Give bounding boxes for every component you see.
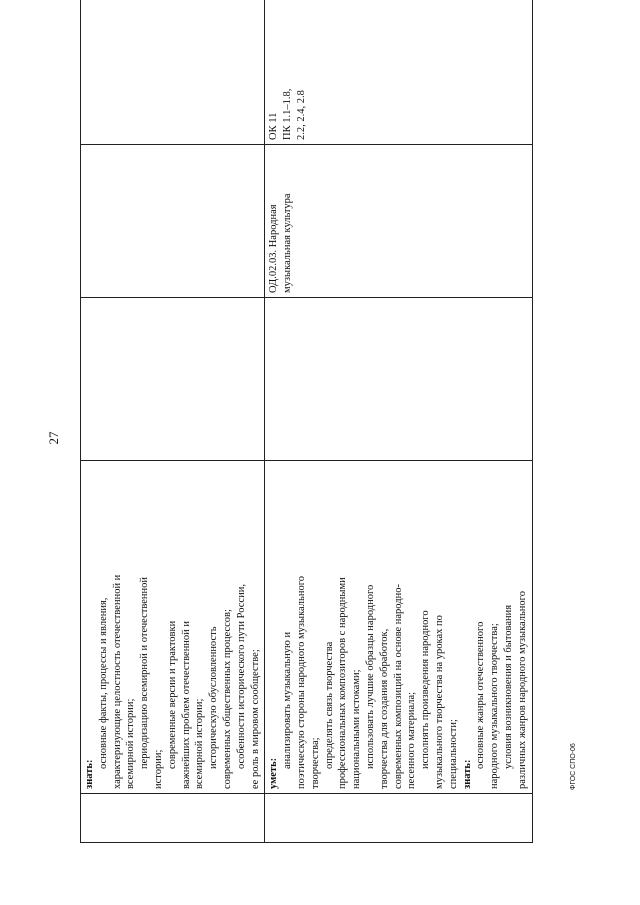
discipline-line: музыкальная культура (282, 193, 294, 293)
discipline-line: ОД.02.03. Народная (268, 204, 280, 293)
text-line: определять связь творчества (323, 641, 335, 769)
text-line: всемирной истории; (194, 698, 206, 789)
text-line: условия возникновения и бытования (502, 604, 514, 769)
section-keyword: знать: (461, 759, 473, 789)
text-line: историческую обусловленность (208, 626, 220, 769)
text-line: характеризующие целостность отечественной и (111, 574, 123, 789)
table-cell-index (265, 794, 532, 843)
footer-code: ФГОС СПО-06 (570, 743, 577, 790)
text-line: всемирной истории; (125, 698, 137, 789)
table-cell-discipline (265, 145, 532, 298)
competency-line: 2.2, 2.4, 2.8 (295, 90, 307, 140)
table-row (265, 0, 532, 843)
page-number: 27 (46, 431, 61, 445)
text-line: песенного материала; (406, 691, 418, 789)
table-cell-empty (265, 298, 532, 461)
text-line: современных композиций на основе народно- (392, 584, 404, 789)
text-line: исполнять произведения народного (420, 610, 432, 769)
table-cell-requirements (265, 461, 532, 794)
table-cell-empty (81, 145, 265, 298)
text-line: народного музыкального творчества; (489, 623, 501, 789)
text-line: ее роль в мировом сообществе; (249, 649, 261, 789)
competency-table (80, 0, 533, 843)
table-cell-competencies (265, 0, 532, 145)
table-cell-requirements (81, 461, 265, 794)
text-line: национальными истоками; (351, 669, 363, 789)
text-line: профессиональных композиторов с народными (337, 577, 349, 789)
text-line: современных общественных процессов; (221, 609, 233, 789)
text-line: специальности; (447, 719, 459, 789)
text-line: современные версии и трактовки (166, 620, 178, 769)
text-line: важнейших проблем отечественной и (180, 620, 192, 789)
table-cell-empty (81, 0, 265, 145)
text-line: творчества для создания обработок, (378, 628, 390, 789)
text-line: музыкального творчества на уроках по (433, 615, 445, 789)
text-line: периодизацию всемирной и отечественной (139, 576, 151, 769)
text-line: использовать лучшие образцы народного (364, 584, 376, 769)
text-line: поэтическую стороны народного музыкального (295, 576, 307, 789)
competency-line: ОК 11 (268, 112, 280, 140)
competency-line: ПК 1.1–1.8, (282, 88, 294, 140)
text-line: особенности исторического пути России, (235, 584, 247, 769)
text-line: истории; (152, 749, 164, 789)
text-line: основные факты, процессы и явления, (97, 597, 109, 769)
section-keyword: знать: (84, 759, 95, 789)
text-line: различных жанров народного музыкального (516, 591, 528, 789)
text-line: основные жанры отечественного (475, 621, 487, 769)
text-line: анализировать музыкальную и (282, 631, 294, 769)
table-cell-empty (81, 298, 265, 461)
section-keyword: уметь: (268, 757, 280, 789)
text-line: творчества; (309, 737, 321, 789)
table-row (81, 0, 265, 843)
rotated-table-container (80, 33, 528, 843)
table-cell-index (81, 794, 265, 843)
